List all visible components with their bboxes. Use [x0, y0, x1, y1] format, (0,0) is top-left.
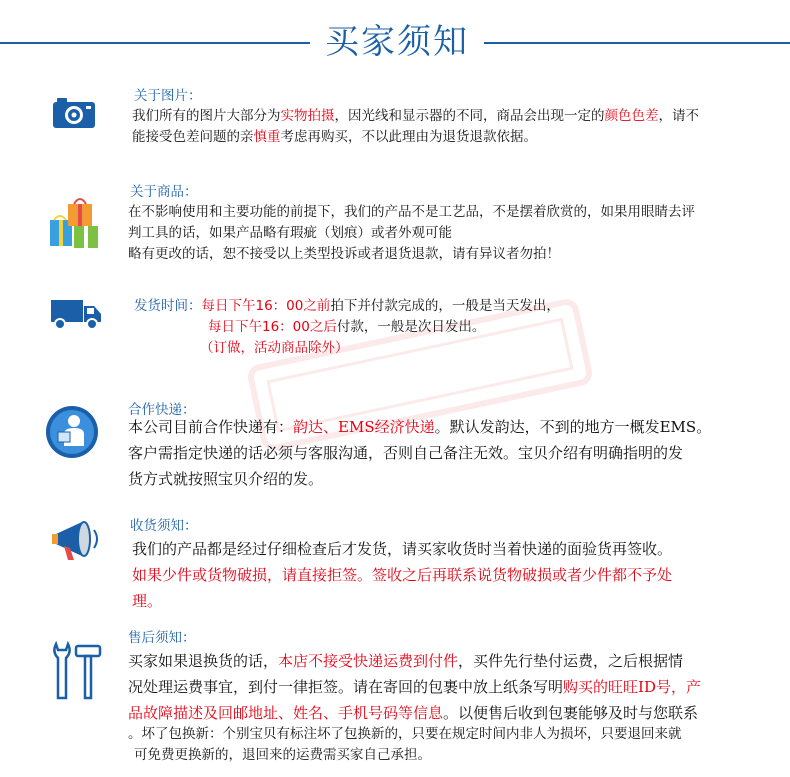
title-divider-right: [484, 42, 790, 44]
highlight-no-cod: 本店不接受快递运费到付件: [278, 652, 459, 670]
courier-line-3: 货方式就按照宝贝介绍的发。: [128, 470, 324, 488]
delivery-truck-icon: [50, 298, 102, 330]
section-aftersales: [0, 624, 790, 774]
highlight-courier-names: 韵达、EMS经济快递: [293, 418, 435, 436]
section-shipping: [0, 296, 790, 376]
courier-line-1: [128, 414, 778, 440]
highlight-reject: 如果少件或货物破损，请直接拒签。: [132, 566, 373, 584]
receiving-heading: 收货须知：: [130, 518, 198, 534]
megaphone-icon: [50, 516, 106, 566]
product-heading: 关于商品：: [130, 184, 198, 200]
photos-line-2: [132, 127, 772, 148]
text-segment: 签收之后再联系说货物破损或者少件都不予处: [372, 566, 673, 584]
highlight-after-16: 每日下午16：00之后: [208, 319, 337, 335]
text-segment: ，请不: [658, 108, 699, 124]
camera-icon: [52, 97, 96, 129]
section-courier: [0, 396, 790, 496]
shipping-line-3: （订做，活动商品除外）: [200, 340, 349, 356]
receiving-line-3: 理。: [132, 592, 163, 610]
wrench-hammer-icon: [50, 640, 104, 704]
text-segment: 况处理运费事宜，到付一律拒签。请在寄回的包裹中放上纸条写明: [128, 678, 564, 696]
page-title: 买家须知: [325, 22, 469, 62]
text-segment: ，买件先行垫付运费，之后根据情: [458, 652, 684, 670]
product-line-1: 在不影响使用和主要功能的前提下，我们的产品不是工艺品，不是摆着欣赏的，如果用眼睛去评: [128, 204, 695, 220]
courier-text: [128, 414, 778, 492]
text-segment: 本公司目前合作快递有：: [128, 418, 294, 436]
product-text: [128, 202, 778, 265]
photos-line-1: [132, 106, 772, 127]
section-receiving: [0, 512, 790, 612]
text-segment: ，因光线和显示器的不同，商品会出现一定的: [334, 108, 605, 124]
aftersales-line-2: [128, 674, 783, 700]
text-segment: 拍下并付款完成的，一般是当天发出，: [330, 298, 560, 314]
aftersales-line-4: 。坏了包换新：个别宝贝有标注坏了包换新的，只要在规定时间内非人为损坏，只要退回来就: [128, 726, 682, 742]
shipping-heading: 发货时间：: [134, 298, 202, 314]
highlight-real-photos: 实物拍摄: [280, 108, 335, 124]
aftersales-text: [128, 648, 783, 726]
receiving-text: [132, 536, 782, 614]
shipping-line-2: [134, 317, 754, 338]
product-line-2: 判工具的话，如果产品略有瑕疵（划痕）或者外观可能: [128, 225, 452, 241]
gift-boxes-icon: [46, 192, 102, 252]
aftersales-line-1: [128, 648, 783, 674]
text-segment: 考虑再购买，不以此理由为退货退款依据。: [280, 129, 537, 145]
product-line-3: 略有更改的话，恕不接受以上类型投诉或者退货退款，请有异议者勿拍！: [128, 246, 560, 262]
text-segment: 付款，一般是次日发出。: [336, 319, 486, 335]
courier-heading: 合作快递：: [128, 402, 196, 418]
shipping-line-1: [134, 296, 754, 317]
photos-heading: 关于图片：: [134, 88, 202, 104]
aftersales-note: [128, 724, 783, 766]
highlight-before-16: 每日下午16：00之前: [201, 298, 331, 314]
highlight-return-info: 品故障描述及回邮地址、姓名、手机号码等信息: [128, 704, 444, 722]
section-photos: [0, 80, 790, 160]
title-bar: [0, 18, 790, 66]
shipping-text: [134, 296, 754, 359]
text-segment: 。以便售后收到包裹能够及时与您联系: [443, 704, 699, 722]
text-segment: 能接受色差问题的亲: [132, 129, 254, 145]
aftersales-line-5: 可免费更换新的，退回来的运费需买家自己承担。: [134, 747, 431, 763]
receiving-line-1: 我们的产品都是经过仔细检查后才发货，请买家收货时当着快递的面验货再签收。: [132, 540, 673, 558]
highlight-careful: 慎重: [253, 129, 281, 145]
receiving-line-2: [132, 562, 782, 588]
highlight-color-diff: 颜色色差: [604, 108, 659, 124]
aftersales-heading: 售后须知：: [128, 630, 196, 646]
text-segment: 买家如果退换货的话，: [128, 652, 279, 670]
section-product: [0, 176, 790, 276]
aftersales-line-3: [128, 700, 783, 726]
text-segment: 我们所有的图片大部分为: [132, 108, 281, 124]
courier-person-icon: [44, 404, 100, 460]
courier-line-2: 客户需指定快递的话必须与客服沟通，否则自己备注无效。宝贝介绍有明确指明的发: [128, 444, 684, 462]
title-divider-left: [0, 42, 310, 44]
photos-text: [132, 106, 772, 148]
text-segment: 。默认发韵达，不到的地方一概发EMS。: [434, 418, 712, 436]
highlight-wangwang-id: 购买的旺旺ID号，产: [563, 678, 701, 696]
